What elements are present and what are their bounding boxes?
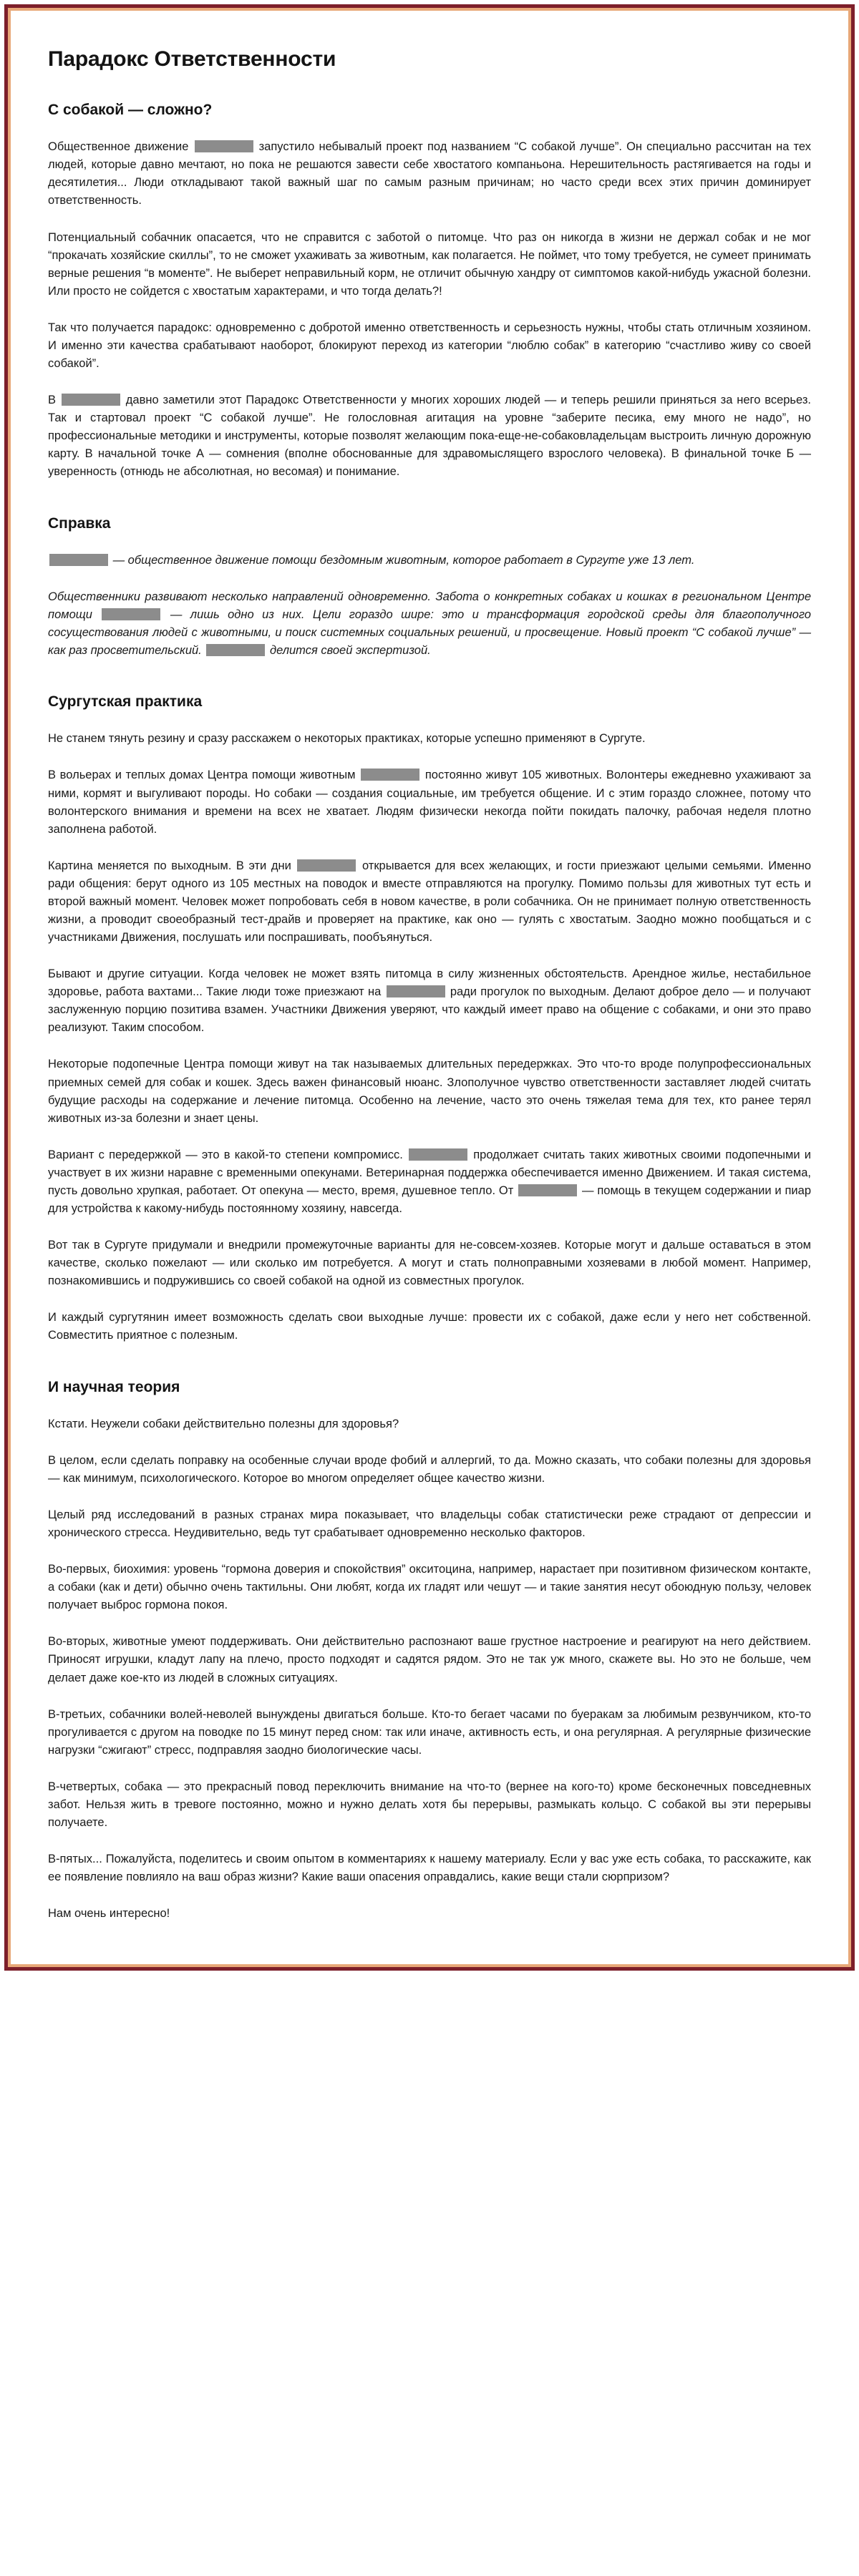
redaction-block [195,140,253,152]
body-paragraph [48,965,811,1037]
redaction-block [387,985,445,997]
body-paragraph [48,730,811,748]
paragraph-text: — общественное движение помощи бездомным животным, которое работает в Сургуте уже 13 лет. [110,553,695,567]
paragraph-text: В-третьих, собачники волей-неволей вынуждены двигаться больше. Кто-то бегает часами по буеракам за любимым резвунчиком, кто-то прогуливается с другом на поводке по 15 минут перед сном: так или иначе, активность есть, и она регулярная. А регулярные физические нагрузки “сжигают” стресс, подправляя заодно биологические часы. [48,1707,811,1757]
body-paragraph [48,1309,811,1345]
section-heading: И научная теория [48,1378,180,1395]
body-paragraph [48,391,811,481]
article-section [48,101,811,482]
article-section [48,514,811,660]
body-paragraph [48,1415,811,1433]
redaction-block [62,394,120,406]
redaction-block [518,1184,577,1196]
redaction-block [297,859,356,872]
body-paragraph [48,1452,811,1488]
redaction-block [49,554,108,566]
article-section [48,693,811,1345]
paragraph-text: Некоторые подопечные Центра помощи живут на так называемых длительных передержках. Это что-то вроде полупрофессиональных приемных семей для собак и кошек. Здесь важен финансовый нюанс. Злополучное чувство ответственности заставляет людей считать будущие расходы на содержание и лечение питомца. Особенно на лечение, часто это очень тяжелая тема для тех, кто ранее терял животных из-за болезни и знает цены. [48,1058,811,1125]
paragraph-text: Нам очень интересно! [48,1907,170,1921]
body-paragraph [48,1506,811,1542]
body-paragraph [48,1055,811,1127]
paragraph-text: ради прогулок по выходным. Делают доброе дело — и получают заслуженную порцию позитива взамен. Участники Движения уверяют, что каждый имеет право на общение с собаками, и они это право реализуют. Таким способом. [48,985,811,1035]
paragraph-text: Картина меняется по выходным. В эти дни [48,859,296,872]
body-paragraph [48,857,811,947]
body-paragraph [48,552,811,570]
body-paragraph [48,1236,811,1290]
body-paragraph [48,1850,811,1886]
paragraph-text: Так что получается парадокс: одновременно с добротой именно ответственность и серьезность нужны, чтобы стать отличным хозяином. И именно эти качества срабатывают наоборот, блокируют переход из категории “люблю собак” в категорию “счастливо живу со своей собакой”. [48,321,811,371]
paragraph-text: В [48,394,60,407]
paragraph-text: Потенциальный собачник опасается, что не справится с заботой о питомце. Что раз он никогда в жизни не держал собак и не мог “прокачать хозяйские скиллы”, то не сможет ухаживать за животным, как полагается. Не поймет, что тому требуется, не сумеет принимать верные решения “в моменте”. Не выберет неправильный корм, не отличит обычную хандру от симптомов какой-нибудь ужасной болезни. Или просто не сойдется с хвостатым характерами, и что тогда делать?! [48,230,811,298]
article-section [48,1378,811,1923]
redaction-block [409,1148,467,1161]
body-paragraph [48,138,811,210]
paragraph-text: Общественное движение [48,140,193,154]
paragraph-text: запустило небывалый проект под названием “С собакой лучше”. Он специально рассчитан на тех людей, которые давно мечтают, но пока не решаются завести себе хвостатого компаньона. Нерешительность растягивается на годы и десятилетия... Люди откладывают такой важный шаг по самым разным причинам; но часто среди всех этих причин доминирует ответственность. [48,140,811,208]
paragraph-text: В-четвертых, собака — это прекрасный повод переключить внимание на что-то (вернее на кого-то) кроме бесконечных повседневных забот. Нельзя жить в тревоге постоянно, можно и нужно делать хотя бы перерывы, размыкать кольцо. С собакой вы эти перерывы получаете. [48,1780,811,1829]
redaction-block [206,644,265,656]
inner-border-frame [8,8,851,1967]
paragraph-text: Во-вторых, животные умеют поддерживать. Они действительно распознают ваше грустное настроение и реагируют на него действием. Приносят игрушки, кладут лапу на плечо, просто подходят и садятся рядом. Это не так уж много, скажете вы. Но это не больше, чем делает даже кое-кто из людей в сложных ситуациях. [48,1635,811,1684]
body-paragraph [48,1633,811,1687]
body-paragraph [48,766,811,838]
paragraph-text: давно заметили этот Парадокс Ответственности у многих хороших людей — и теперь решили приняться за него всерьез. Так и стартовал проект “С собакой лучше”. Не голословная агитация на уровне “заберите песика, ему много не надо”, но профессиональные методики и инструменты, которые позволят желающим пока-еще-не-собаковладельцам выстроить личную дорожную карту. В начальной точке А — сомнения (вполне обоснованные для здравомыслящего взрослого человека). В финальной точке Б — уверенность (отнюдь не абсолютная, но весомая) и понимание. [48,394,811,479]
paragraph-text: Вариант с передержкой — это в какой-то степени компромисс. [48,1148,408,1161]
body-paragraph [48,229,811,301]
paragraph-text: В вольерах и теплых домах Центра помощи животным [48,769,360,782]
paragraph-text: И каждый сургутянин имеет возможность сделать свои выходные лучше: провести их с собакой, даже если у него нет собственной. Совместить приятное с полезным. [48,1311,811,1342]
paragraph-text: — лишь одно из них. Цели гораздо шире: это и трансформация городской среды для благополучного сосуществования людей с животными, и поиск системных социальных решений, и просвещение. Новый проект “С собакой лучше” — как раз просветительский. [48,608,811,658]
outer-border-frame [4,4,855,1971]
body-paragraph [48,1778,811,1832]
body-paragraph [48,1146,811,1218]
paragraph-text: продолжает считать таких животных своими подопечными и участвует в их жизни наравне с временными опекунами. Ветеринарная поддержка обеспечивается именно Движением. И такая система, пусть довольно хрупкая, работает. От опекуна — место, время, душевное тепло. От [48,1148,812,1197]
paragraph-text: делится своей экспертизой. [266,644,431,658]
section-heading: Справка [48,514,111,532]
paragraph-text: В целом, если сделать поправку на особенные случаи вроде фобий и аллергий, то да. Можно сказать, что собаки полезны для здоровья — как минимум, психологического. Которое во многом определяет общее качество жизни. [48,1453,811,1485]
article-body [11,11,848,1964]
paragraph-text: Общественники развивают несколько направлений одновременно. Забота о конкретных собаках и кошках в региональном Центре помощи [48,590,811,621]
redaction-block [361,769,419,781]
paragraph-text: — помощь в текущем содержании и пиар для устройства к какому-нибудь постоянному хозяину, навсегда. [48,1184,812,1216]
paragraph-text: Во-первых, биохимия: уровень “гормона доверия и спокойствия” окситоцина, например, нарастает при позитивном физическом контакте, а собаки (как и дети) обычно очень тактильны. Они любят, когда их гладят или чешут — и такие занятия несут обоюдную пользу, человек получает выброс гормона покоя. [48,1563,811,1612]
paragraph-text: Вот так в Сургуте придумали и внедрили промежуточные варианты для не-совсем-хозяев. Которые могут и дальше оставаться в этом качестве, сколько пожелают — или сколько им потребуется. А могут и стать полноправными хозяевами в любой момент. Например, познакомившись и подружившись со своей собакой на одной из совместных прогулок. [48,1239,811,1288]
page-title: Парадокс Ответственности [48,47,336,71]
paragraph-text: Бывают и другие ситуации. Когда человек не может взять питомца в силу жизненных обстоятельств. Арендное жилье, нестабильное здоровье, работа вахтами... Такие люди тоже приезжают на [48,967,811,999]
body-paragraph [48,319,811,373]
sections-container [48,101,811,1923]
paragraph-text: открывается для всех желающих, и гости приезжают целыми семьями. Именно ради общения: берут одного из 105 местных на поводок и вместе отправляются на прогулку. Помимо пользы для животных тут есть и второй важный момент. Человек может попробовать себя в новом качестве, в роли собачника. Он не принимает полную ответственность жизни, а проводит своеобразный тест-драйв и проверяет на практике, как оно — гулять с хвостатым. Заодно можно пообщаться и с участниками Движения, послушать или поспрашивать, пообъянуться. [48,859,811,945]
paragraph-text: Кстати. Неужели собаки действительно полезны для здоровья? [48,1417,399,1430]
body-paragraph [48,588,811,660]
section-heading: Сургутская практика [48,693,203,711]
redaction-block [102,608,160,620]
paragraph-text: Не станем тянуть резину и сразу расскажем о некоторых практиках, которые успешно применяют в Сургуте. [48,732,646,746]
body-paragraph [48,1905,811,1923]
paragraph-text: постоянно живут 105 животных. Волонтеры ежедневно ухаживают за ними, кормят и выгуливают породы. Но собаки — создания социальные, им требуется общение. И с этим гораздо сложнее, потому что волонтерского внимания и времени на всех не хватает. Людям физически некогда пойти покидать палочку, рабочая неделя плотно заполнена работой. [48,769,811,836]
section-heading: С собакой — сложно? [48,102,213,118]
body-paragraph [48,1706,811,1760]
paragraph-text: Целый ряд исследований в разных странах мира показывает, что владельцы собак статистически реже страдают от депрессии и хронического стресса. Неудивительно, ведь тут срабатывает одновременно несколько факторов. [48,1508,811,1540]
body-paragraph [48,1561,811,1614]
paragraph-text: В-пятых... Пожалуйста, поделитесь и своим опытом в комментариях к нашему материалу. Если у вас уже есть собака, то расскажите, как ее появление повлияло на ваш образ жизни? Какие ваши опасения оправдались, какие вещи стали сюрпризом? [48,1853,811,1884]
